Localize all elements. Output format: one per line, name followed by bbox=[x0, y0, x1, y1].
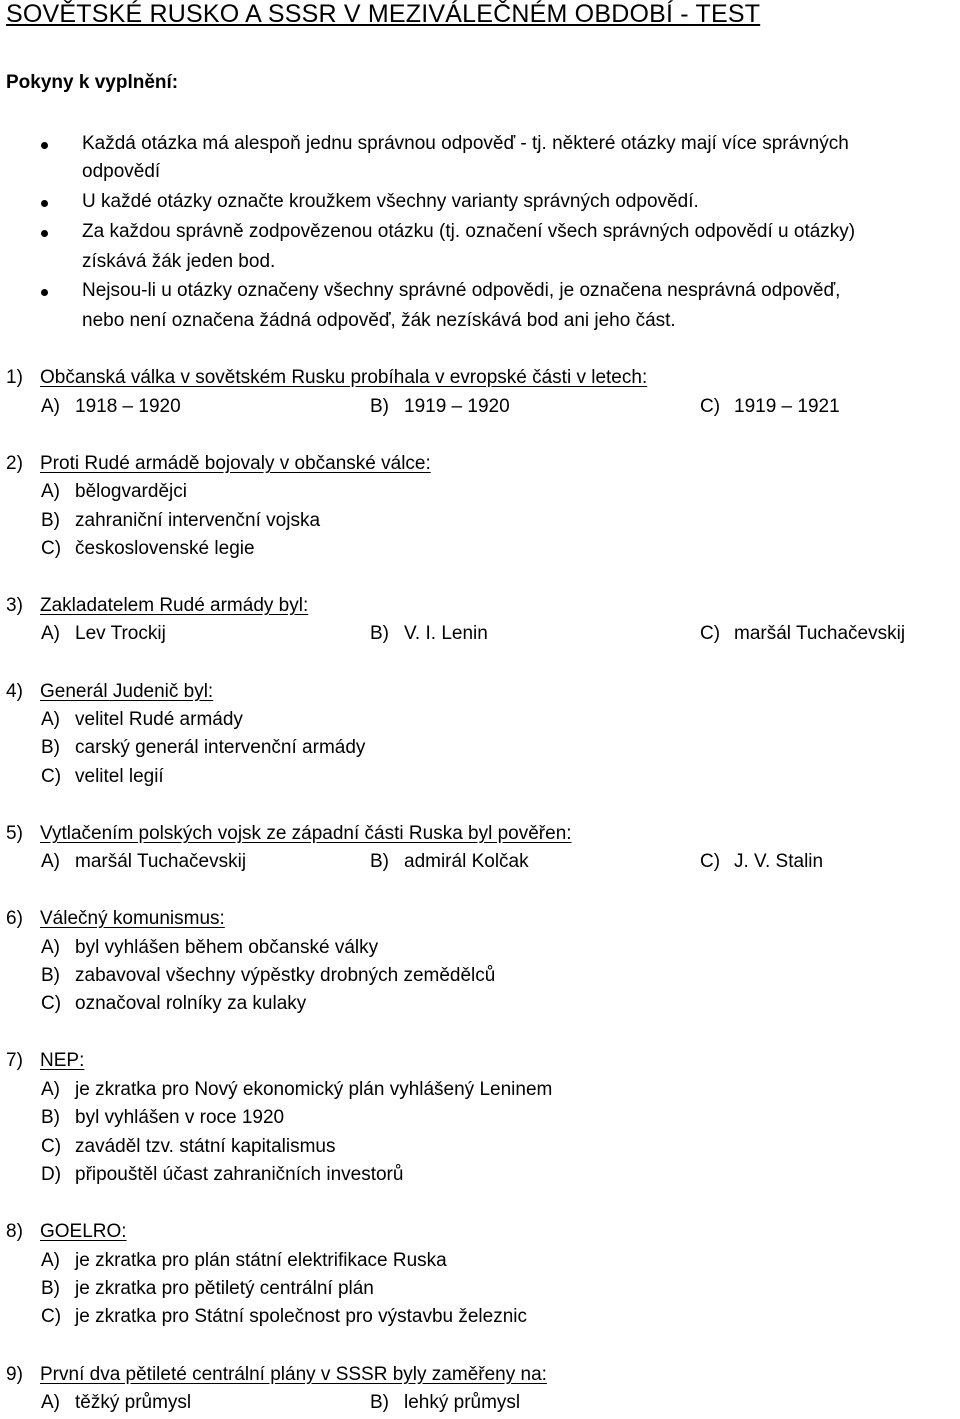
question-number: 8) bbox=[6, 1221, 23, 1242]
answer-option[interactable] bbox=[41, 1250, 447, 1272]
page-title: SOVĚTSKÉ RUSKO A SSSR V MEZIVÁLEČNÉM OBDOBÍ - TEST bbox=[6, 0, 761, 28]
question-text: Občanská válka v sovětském Rusku probíhala v evropské části v letech: bbox=[40, 367, 648, 388]
question-5-heading bbox=[6, 823, 572, 845]
instruction-line: získává žák jeden bod. bbox=[82, 251, 276, 272]
option-text: maršál Tuchačevskij bbox=[75, 851, 247, 872]
option-text: zabavoval všechny výpěstky drobných zemědělců bbox=[75, 965, 496, 986]
question-number: 9) bbox=[6, 1364, 23, 1385]
answer-option[interactable] bbox=[370, 623, 488, 645]
option-text: velitel legií bbox=[75, 766, 164, 787]
question-number: 5) bbox=[6, 823, 23, 844]
option-letter: A) bbox=[41, 851, 60, 872]
bullet-icon bbox=[41, 142, 48, 149]
question-9-heading bbox=[6, 1364, 547, 1386]
answer-option[interactable] bbox=[41, 1079, 552, 1101]
option-text: J. V. Stalin bbox=[734, 851, 824, 872]
option-text: carský generál intervenční armády bbox=[75, 737, 366, 758]
question-number: 4) bbox=[6, 681, 23, 702]
answer-option[interactable] bbox=[41, 965, 495, 987]
question-1-heading bbox=[6, 367, 647, 389]
answer-option[interactable] bbox=[41, 1136, 335, 1158]
option-letter: C) bbox=[41, 993, 62, 1014]
instruction-line: U každé otázky označte kroužkem všechny varianty správných odpovědí. bbox=[82, 191, 699, 212]
answer-option[interactable] bbox=[41, 937, 378, 959]
question-text: GOELRO: bbox=[40, 1221, 127, 1242]
option-text: zaváděl tzv. státní kapitalismus bbox=[75, 1136, 336, 1157]
instruction-line: Každá otázka má alespoň jednu správnou odpověď - tj. některé otázky mají více správných bbox=[82, 133, 849, 154]
option-letter: C) bbox=[700, 851, 721, 872]
answer-option[interactable] bbox=[41, 481, 187, 503]
bullet-icon bbox=[41, 289, 48, 296]
answer-option[interactable] bbox=[41, 737, 365, 759]
instruction-line: odpovědí bbox=[82, 161, 161, 182]
option-text: byl vyhlášen během občanské války bbox=[75, 937, 379, 958]
question-text: První dva pětileté centrální plány v SSSR byly zaměřeny na: bbox=[40, 1364, 547, 1385]
question-text: Generál Judenič byl: bbox=[40, 681, 214, 702]
answer-option[interactable] bbox=[41, 766, 164, 788]
bullet-icon bbox=[41, 230, 48, 237]
option-text: admirál Kolčak bbox=[404, 851, 529, 872]
option-text: 1919 – 1920 bbox=[404, 396, 510, 417]
question-number: 6) bbox=[6, 908, 23, 929]
option-text: 1919 – 1921 bbox=[734, 396, 840, 417]
answer-option[interactable] bbox=[41, 993, 306, 1015]
bullet-icon bbox=[41, 200, 48, 207]
option-text: je zkratka pro plán státní elektrifikace Ruska bbox=[75, 1250, 447, 1271]
option-text: československé legie bbox=[75, 538, 255, 559]
answer-option[interactable] bbox=[41, 1306, 527, 1328]
option-letter: B) bbox=[370, 1392, 389, 1413]
option-letter: B) bbox=[370, 623, 389, 644]
option-text: 1918 – 1920 bbox=[75, 396, 181, 417]
question-text: NEP: bbox=[40, 1050, 85, 1071]
answer-option[interactable] bbox=[700, 623, 905, 645]
question-number: 2) bbox=[6, 453, 23, 474]
option-letter: A) bbox=[41, 1079, 60, 1100]
instructions-heading: Pokyny k vyplnění: bbox=[6, 72, 179, 93]
option-letter: D) bbox=[41, 1164, 62, 1185]
question-text: Proti Rudé armádě bojovaly v občanské válce: bbox=[40, 453, 431, 474]
answer-option[interactable] bbox=[700, 396, 840, 418]
question-3-heading bbox=[6, 595, 308, 617]
answer-option[interactable] bbox=[370, 1392, 520, 1414]
option-letter: C) bbox=[700, 623, 721, 644]
option-text: velitel Rudé armády bbox=[75, 709, 243, 730]
option-letter: C) bbox=[41, 538, 62, 559]
option-letter: A) bbox=[41, 481, 60, 502]
answer-option[interactable] bbox=[41, 1107, 284, 1129]
instruction-line: Za každou správně zodpovězenou otázku (tj. označení všech správných odpovědí u otázky) bbox=[82, 221, 856, 242]
option-letter: B) bbox=[41, 1107, 60, 1128]
option-letter: B) bbox=[370, 851, 389, 872]
answer-option[interactable] bbox=[700, 851, 823, 873]
option-text: je zkratka pro pětiletý centrální plán bbox=[75, 1278, 374, 1299]
answer-option[interactable] bbox=[41, 851, 246, 873]
option-letter: C) bbox=[700, 396, 721, 417]
question-number: 7) bbox=[6, 1050, 23, 1071]
option-letter: A) bbox=[41, 623, 60, 644]
answer-option[interactable] bbox=[41, 396, 181, 418]
question-2-heading bbox=[6, 453, 431, 475]
question-8-heading bbox=[6, 1221, 127, 1243]
option-text: V. I. Lenin bbox=[404, 623, 488, 644]
answer-option[interactable] bbox=[41, 709, 243, 731]
question-6-heading bbox=[6, 908, 225, 930]
option-text: zahraniční intervenční vojska bbox=[75, 510, 321, 531]
option-letter: B) bbox=[41, 965, 60, 986]
answer-option[interactable] bbox=[41, 1392, 191, 1414]
answer-option[interactable] bbox=[41, 538, 255, 560]
answer-option[interactable] bbox=[370, 851, 529, 873]
option-text: bělogvardějci bbox=[75, 481, 187, 502]
question-number: 3) bbox=[6, 595, 23, 616]
option-text: lehký průmysl bbox=[404, 1392, 521, 1413]
question-7-heading bbox=[6, 1050, 84, 1072]
option-text: označoval rolníky za kulaky bbox=[75, 993, 307, 1014]
option-letter: B) bbox=[370, 396, 389, 417]
instruction-line: Nejsou-li u otázky označeny všechny správné odpovědi, je označena nesprávná odpověď, bbox=[82, 280, 841, 301]
option-letter: A) bbox=[41, 709, 60, 730]
question-4-heading bbox=[6, 681, 213, 703]
option-letter: B) bbox=[41, 737, 60, 758]
option-text: je zkratka pro Státní společnost pro výstavbu železnic bbox=[75, 1306, 528, 1327]
option-letter: A) bbox=[41, 1250, 60, 1271]
option-text: připouštěl účast zahraničních investorů bbox=[75, 1164, 404, 1185]
question-text: Válečný komunismus: bbox=[40, 908, 225, 929]
option-letter: A) bbox=[41, 396, 60, 417]
option-letter: A) bbox=[41, 937, 60, 958]
option-letter: C) bbox=[41, 766, 62, 787]
option-text: byl vyhlášen v roce 1920 bbox=[75, 1107, 285, 1128]
option-letter: B) bbox=[41, 1278, 60, 1299]
instruction-line: nebo není označena žádná odpověď, žák nezískává bod ani jeho část. bbox=[82, 310, 676, 331]
option-text: je zkratka pro Nový ekonomický plán vyhlášený Leninem bbox=[75, 1079, 553, 1100]
question-text: Zakladatelem Rudé armády byl: bbox=[40, 595, 309, 616]
answer-option[interactable] bbox=[370, 396, 510, 418]
option-letter: B) bbox=[41, 510, 60, 531]
answer-option[interactable] bbox=[41, 510, 320, 532]
answer-option[interactable] bbox=[41, 623, 166, 645]
option-letter: C) bbox=[41, 1306, 62, 1327]
option-letter: C) bbox=[41, 1136, 62, 1157]
option-text: těžký průmysl bbox=[75, 1392, 192, 1413]
question-number: 1) bbox=[6, 367, 23, 388]
option-letter: A) bbox=[41, 1392, 60, 1413]
answer-option[interactable] bbox=[41, 1164, 403, 1186]
option-text: maršál Tuchačevskij bbox=[734, 623, 906, 644]
answer-option[interactable] bbox=[41, 1278, 374, 1300]
option-text: Lev Trockij bbox=[75, 623, 166, 644]
question-text: Vytlačením polských vojsk ze západní části Ruska byl pověřen: bbox=[40, 823, 572, 844]
